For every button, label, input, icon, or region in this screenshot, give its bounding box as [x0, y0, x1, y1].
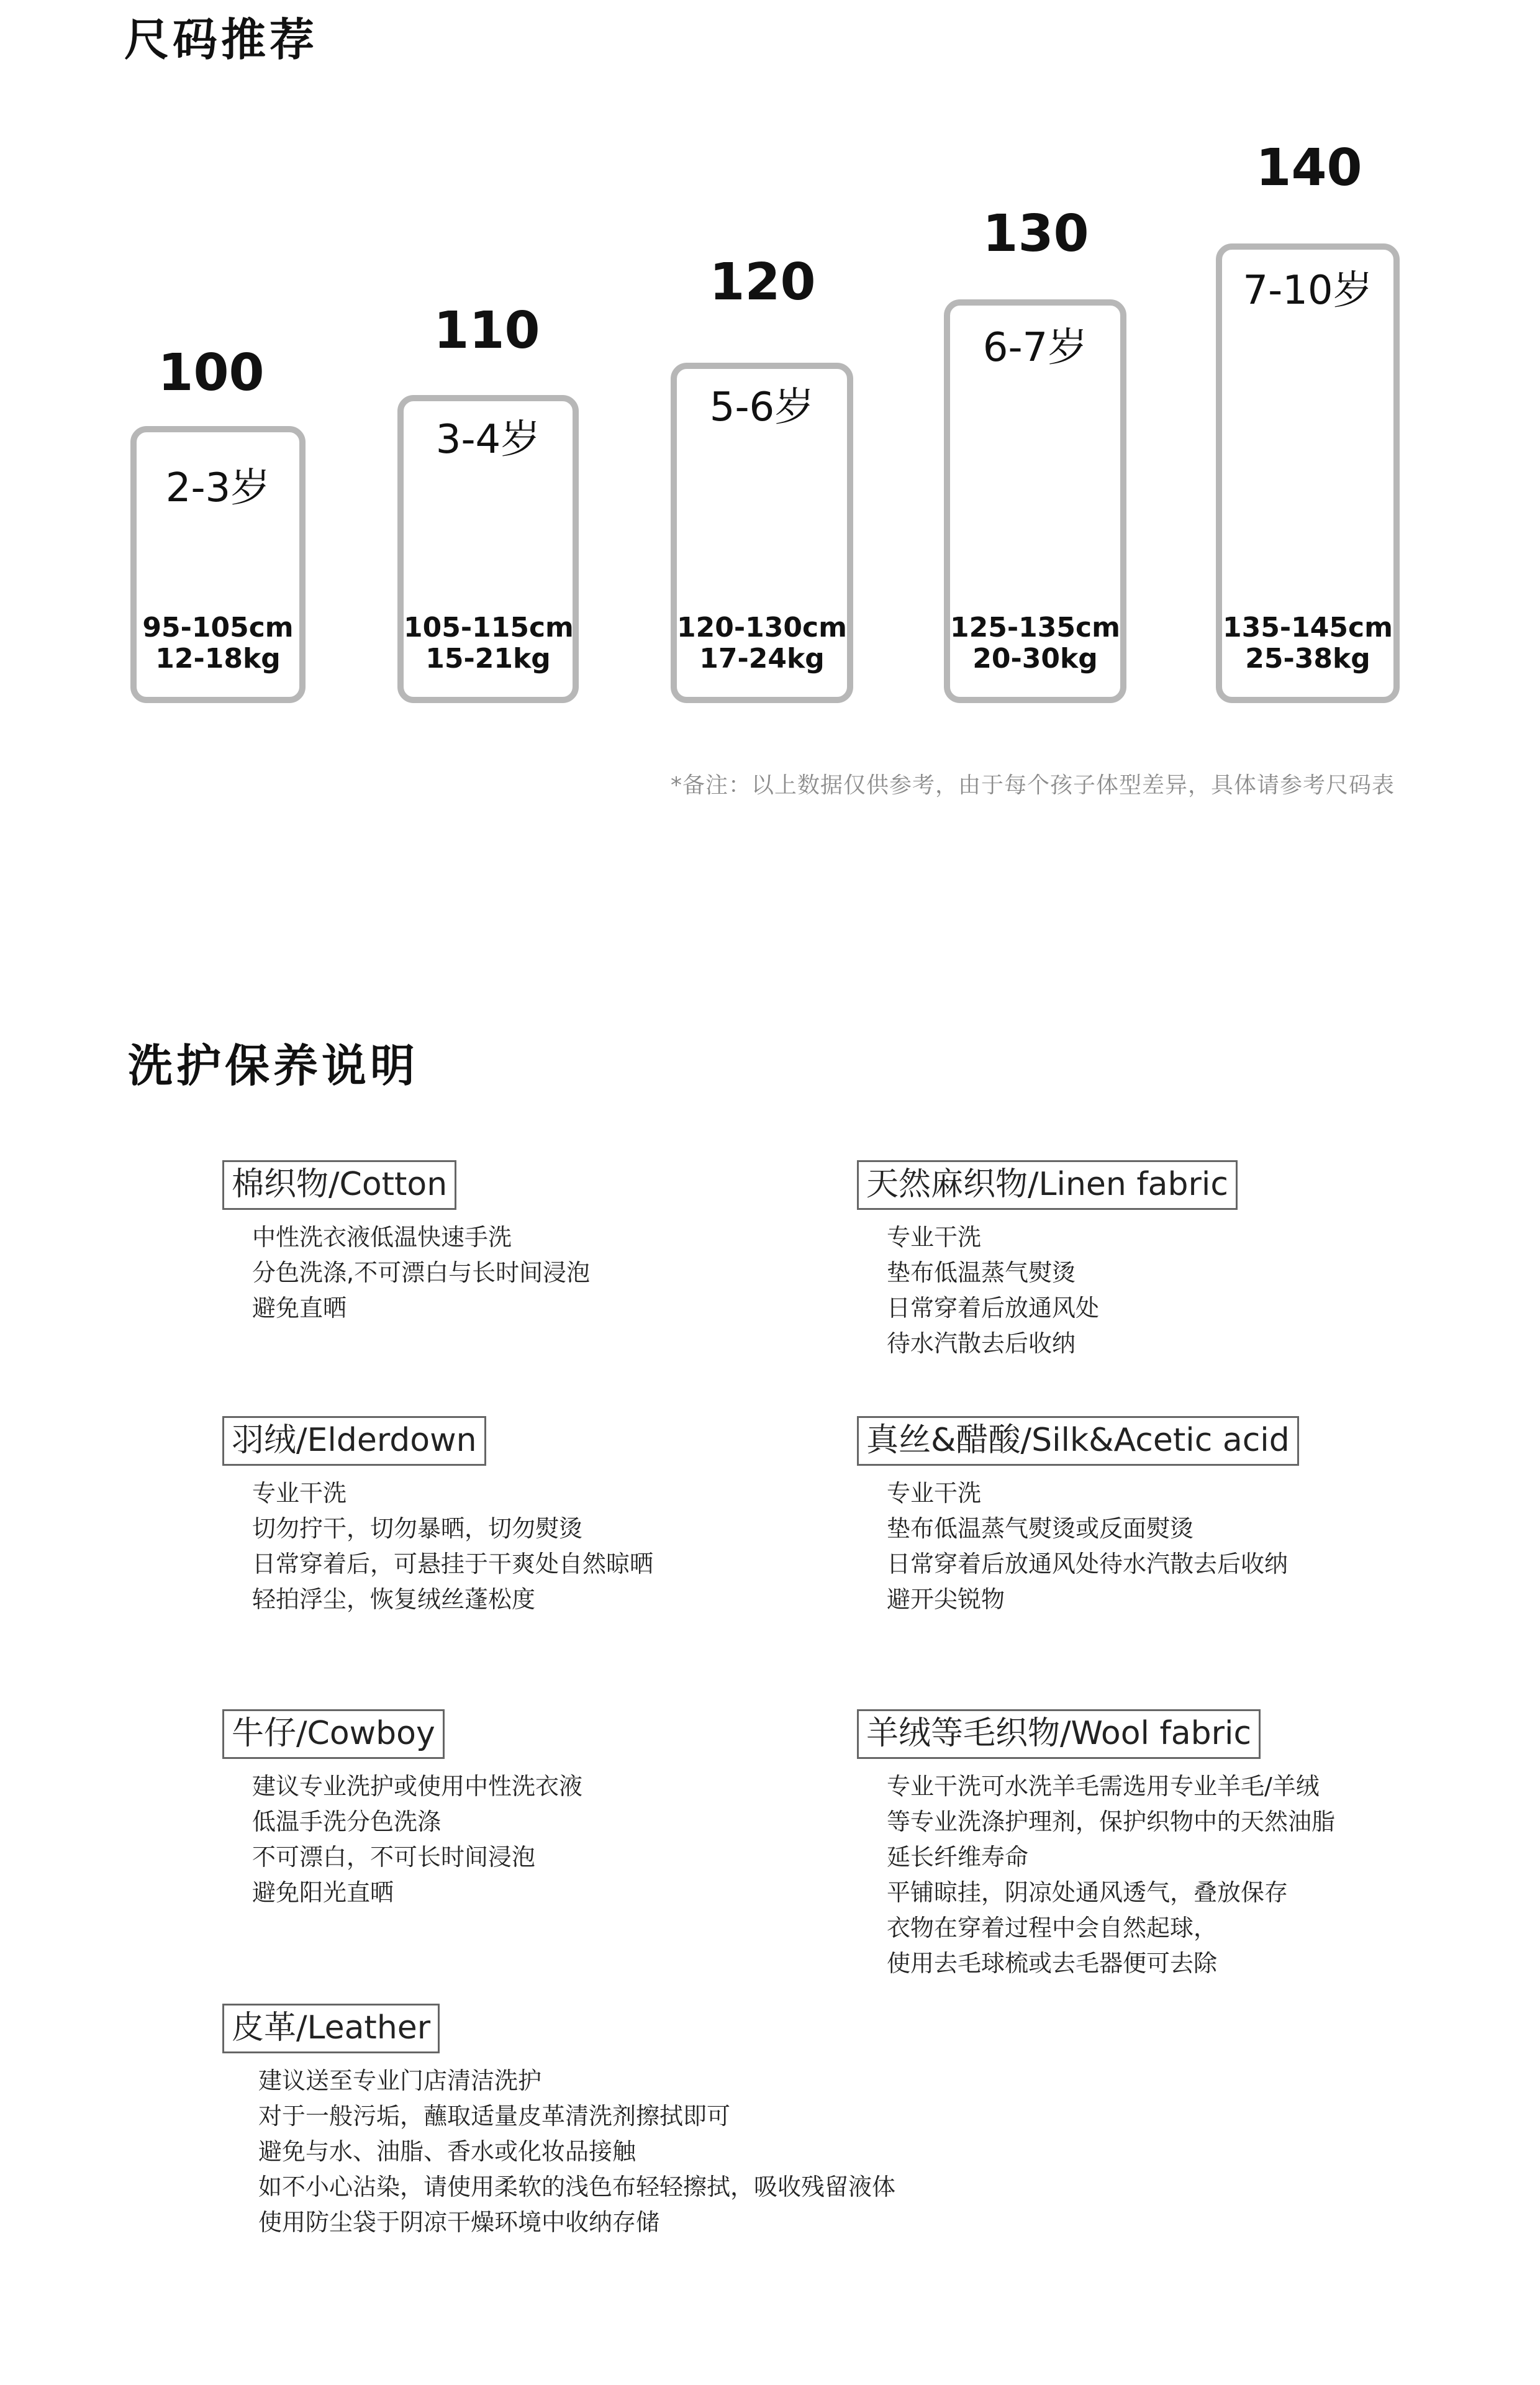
care-line: 日常穿着后，可悬挂于干爽处自然晾晒: [252, 1550, 654, 1578]
material-label: 皮革/Leather: [222, 2004, 440, 2053]
care-line: 避免阳光直晒: [252, 1879, 394, 1906]
size-height: 120-130cm: [677, 612, 847, 643]
care-instructions: [258, 2063, 895, 2240]
care-block-leather: [222, 2004, 895, 2240]
care-line: 中性洗衣液低温快速手洗: [252, 1224, 512, 1251]
care-block-wool: [857, 1709, 1335, 1981]
material-label: 牛仔/Cowboy: [222, 1709, 445, 1759]
size-height: 95-105cm: [142, 612, 294, 643]
care-line: 建议专业洗护或使用中性洗衣液: [252, 1773, 583, 1800]
care-line: 对于一般污垢，蘸取适量皮革清洗剂擦拭即可: [258, 2102, 731, 2130]
size-number: 100: [158, 343, 265, 402]
size-weight: 17-24kg: [699, 643, 825, 675]
care-block-linen: [857, 1160, 1238, 1361]
care-section-title: 洗护保养说明: [128, 1040, 419, 1092]
size-box: [130, 426, 306, 703]
size-weight: 12-18kg: [155, 643, 281, 675]
care-line: 日常穿着后放通风处: [887, 1294, 1100, 1322]
care-instructions: [887, 1220, 1238, 1361]
care-line: 避免与水、油脂、香水或化妆品接触: [258, 2138, 636, 2165]
care-instructions: [252, 1769, 582, 1910]
care-block-silk: [857, 1416, 1299, 1617]
care-line: 专业干洗可水洗羊毛需选用专业羊毛/羊绒: [887, 1773, 1320, 1800]
size-number: 120: [709, 253, 816, 312]
size-age: 6-7岁: [982, 325, 1088, 371]
care-line: 衣物在穿着过程中会自然起球，: [887, 1914, 1218, 1942]
care-block-cotton: [222, 1160, 590, 1326]
care-line: 不可漂白，不可长时间浸泡: [252, 1843, 536, 1871]
care-line: 低温手洗分色洗涤: [252, 1808, 442, 1835]
material-label: 羊绒等毛织物/Wool fabric: [857, 1709, 1261, 1759]
care-line: 等专业洗涤护理剂，保护织物中的天然油脂: [887, 1808, 1336, 1835]
material-label: 棉织物/Cotton: [222, 1160, 456, 1210]
care-line: 垫布低温蒸气熨烫: [887, 1259, 1076, 1286]
size-measurements: [677, 612, 847, 675]
size-age: 3-4岁: [435, 417, 541, 463]
care-line: 专业干洗: [887, 1479, 982, 1507]
size-number: 140: [1256, 139, 1362, 198]
size-height: 125-135cm: [950, 612, 1120, 643]
size-measurements: [404, 612, 573, 675]
size-age: 2-3岁: [165, 465, 271, 511]
care-line: 专业干洗: [887, 1224, 982, 1251]
care-line: 如不小心沾染，请使用柔软的浅色布轻轻擦拭，吸收残留液体: [258, 2173, 896, 2201]
care-line: 延长纤维寿命: [887, 1843, 1029, 1871]
care-instructions: [887, 1476, 1299, 1617]
size-measurements: [950, 612, 1120, 675]
care-line: 待水汽散去后收纳: [887, 1330, 1076, 1357]
size-number: 130: [982, 204, 1089, 263]
care-block-elderdown: [222, 1416, 653, 1617]
care-line: 避免直晒: [252, 1294, 347, 1322]
care-line: 平铺晾挂，阴凉处通风透气，叠放保存: [887, 1879, 1289, 1906]
size-section-title: 尺码推荐: [124, 14, 319, 66]
care-line: 专业干洗: [252, 1479, 347, 1507]
care-line: 切勿拧干，切勿暴晒，切勿熨烫: [252, 1515, 583, 1542]
size-box: [397, 395, 579, 703]
care-line: 使用防尘袋于阴凉干燥环境中收纳存储: [258, 2209, 660, 2236]
care-line: 避开尖锐物: [887, 1586, 1005, 1613]
size-height: 135-145cm: [1223, 612, 1393, 643]
size-age: 7-10岁: [1243, 268, 1373, 314]
size-box: [944, 299, 1126, 703]
care-instructions: [252, 1220, 590, 1326]
size-age: 5-6岁: [709, 384, 815, 430]
care-line: 日常穿着后放通风处待水汽散去后收纳: [887, 1550, 1289, 1578]
care-line: 建议送至专业门店清洁洗护: [258, 2067, 542, 2094]
size-measurements: [137, 612, 299, 675]
material-label: 羽绒/Elderdown: [222, 1416, 486, 1466]
size-measurements: [1222, 612, 1393, 675]
size-height: 105-115cm: [404, 612, 574, 643]
care-instructions: [887, 1769, 1335, 1981]
size-weight: 15-21kg: [425, 643, 551, 675]
size-weight: 25-38kg: [1245, 643, 1370, 675]
care-line: 垫布低温蒸气熨烫或反面熨烫: [887, 1515, 1194, 1542]
care-line: 使用去毛球梳或去毛器便可去除: [887, 1950, 1218, 1977]
size-weight: 20-30kg: [972, 643, 1098, 675]
care-line: 分色洗涤,不可漂白与长时间浸泡: [252, 1259, 591, 1286]
care-block-cowboy: [222, 1709, 582, 1910]
size-box: [671, 363, 853, 703]
material-label: 真丝&醋酸/Silk&Acetic acid: [857, 1416, 1299, 1466]
care-line: 轻拍浮尘，恢复绒丝蓬松度: [252, 1586, 536, 1613]
care-instructions: [252, 1476, 653, 1617]
size-box: [1216, 243, 1400, 703]
material-label: 天然麻织物/Linen fabric: [857, 1160, 1238, 1210]
size-disclaimer-note: *备注：以上数据仅供参考，由于每个孩子体型差异，具体请参考尺码表: [670, 773, 1395, 798]
size-number: 110: [433, 301, 540, 360]
